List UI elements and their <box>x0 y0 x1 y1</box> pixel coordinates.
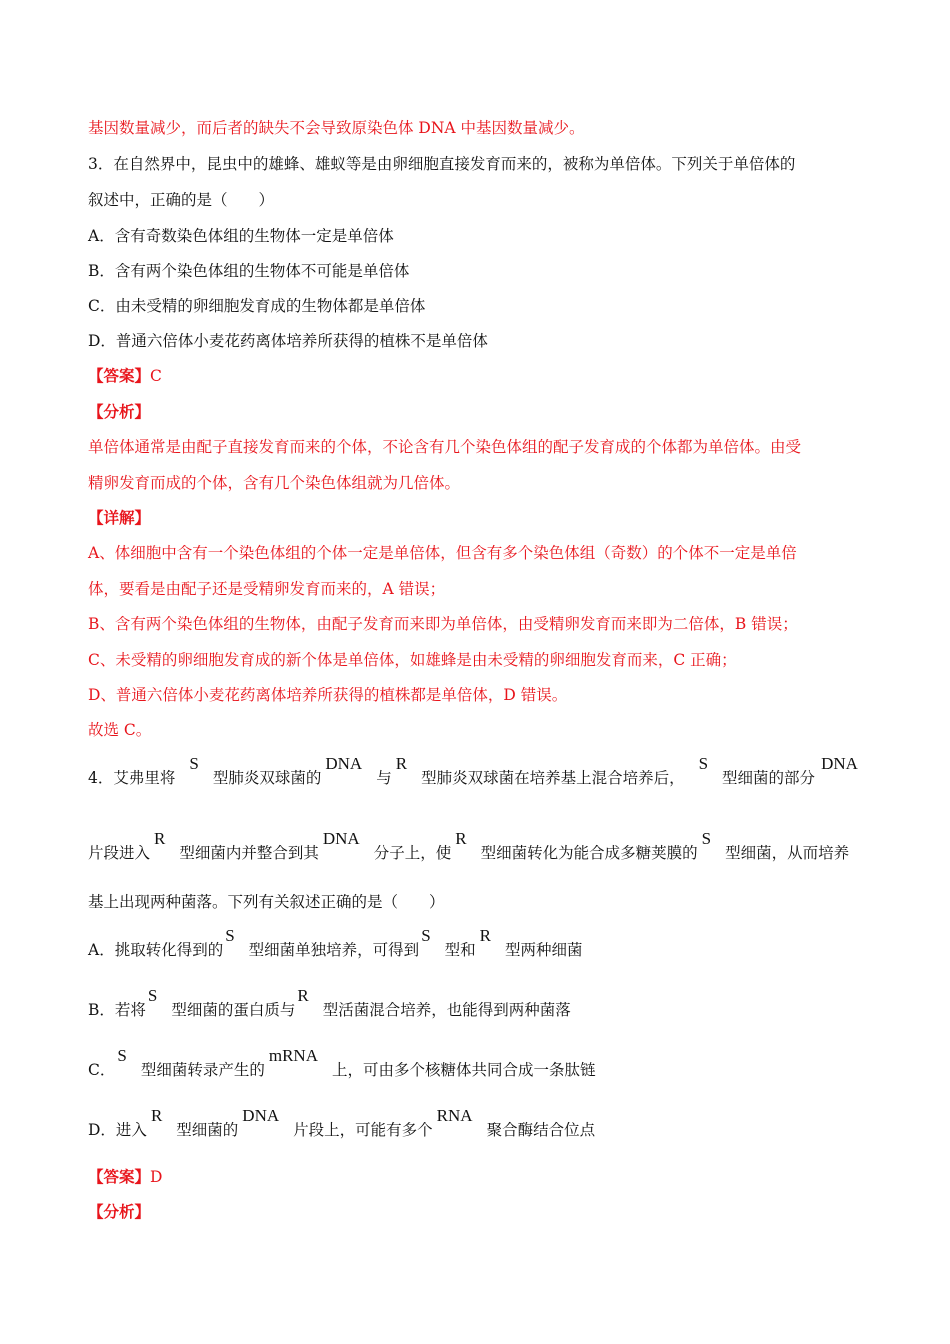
q4-option-d <box>88 1106 596 1140</box>
answer-value: C <box>150 367 162 385</box>
q3-stem-line2: 叙述中，正确的是（ ） <box>88 191 275 209</box>
text-segment: 聚合酶结合位点 <box>486 1121 596 1139</box>
text-segment: 型肺炎双球菌在培养基上混合培养后， <box>421 769 685 787</box>
symbol-r: R <box>150 1106 163 1125</box>
symbol-s: S <box>147 986 158 1005</box>
q4-analysis-label: 【分析】 <box>88 1202 151 1221</box>
q3-detail-d: D、普通六倍体小麦花药离体培养所获得的植株都是单倍体，D 错误。 <box>88 686 568 704</box>
q3-option-c: C．由未受精的卵细胞发育成的生物体都是单倍体 <box>88 297 426 315</box>
text-segment: 型两种细菌 <box>505 941 583 959</box>
text-segment: 型细菌的蛋白质与 <box>171 1001 296 1019</box>
q3-conclusion: 故选 C。 <box>88 721 152 739</box>
text-segment: 片段进入 <box>88 844 151 862</box>
text-segment: D．进入 <box>88 1121 147 1139</box>
text-segment: 片段上，可能有多个 <box>293 1121 433 1139</box>
text-segment: 型细菌内并整合到其 <box>179 844 319 862</box>
q3-analysis-line2: 精卵发育而成的个体，含有几个染色体组就为几倍体。 <box>88 474 461 492</box>
q4-stem-line3: 基上出现两种菌落。下列有关叙述正确的是（ ） <box>88 893 445 911</box>
text-segment: 型肺炎双球菌的 <box>212 769 322 787</box>
q3-detail-a1: A、体细胞中含有一个染色体组的个体一定是单倍体，但含有多个染色体组（奇数）的个体不一定是单倍 <box>88 544 797 562</box>
q4-option-b <box>88 986 571 1020</box>
symbol-s: S <box>225 926 235 945</box>
q3-analysis-label: 【分析】 <box>88 402 151 421</box>
text-segment: 型细菌转化为能合成多糖荚膜的 <box>480 844 698 862</box>
symbol-s: S <box>189 754 199 773</box>
text-segment: 型活菌混合培养，也能得到两种菌落 <box>322 1001 571 1019</box>
answer-label: 【答案】 <box>88 1167 151 1186</box>
symbol-dna: DNA <box>322 829 360 848</box>
symbol-r: R <box>479 926 492 945</box>
text-segment: 型和 <box>444 941 476 959</box>
symbol-r: R <box>395 754 408 773</box>
text-segment: A．挑取转化得到的 <box>88 941 224 959</box>
symbol-s: S <box>421 926 431 945</box>
text-segment: 型细菌的 <box>176 1121 239 1139</box>
carry-over-line: 基因数量减少，而后者的缺失不会导致原染色体 DNA 中基因数量减少。 <box>88 119 585 137</box>
text-segment: 型细菌，从而培养 <box>725 844 850 862</box>
q3-detail-c: C、未受精的卵细胞发育成的新个体是单倍体，如雄蜂是由未受精的卵细胞发育而来，C 正确； <box>88 651 737 669</box>
text-segment: 4．艾弗里将 <box>88 769 176 787</box>
text-segment: 型细菌的部分 <box>722 769 816 787</box>
text-segment: C． <box>88 1061 116 1079</box>
q3-answer <box>88 366 162 386</box>
text-segment: 型细菌单独培养，可得到 <box>248 941 420 959</box>
symbol-s: S <box>701 829 712 848</box>
symbol-dna: DNA <box>242 1106 280 1125</box>
text-segment: 上，可由多个核糖体共同合成一条肽链 <box>331 1061 596 1079</box>
q3-option-a: A．含有奇数染色体组的生物体一定是单倍体 <box>88 227 394 245</box>
symbol-dna: DNA <box>821 754 858 773</box>
symbol-r: R <box>297 986 309 1005</box>
symbol-dna: DNA <box>325 754 363 773</box>
q4-option-c <box>88 1046 596 1080</box>
q3-detail-b: B、含有两个染色体组的生物体，由配子发育而来即为单倍体，由受精卵发育而来即为二倍体，B 错误； <box>88 615 798 633</box>
symbol-r: R <box>455 829 467 848</box>
text-segment: 分子上，使 <box>373 844 452 862</box>
q3-option-d: D．普通六倍体小麦花药离体培养所获得的植株不是单倍体 <box>88 332 488 350</box>
answer-value: D <box>150 1168 163 1186</box>
q4-stem-line1 <box>88 754 858 788</box>
q4-stem-line2 <box>88 829 850 863</box>
q4-answer <box>88 1167 162 1187</box>
q4-option-a <box>88 926 583 960</box>
answer-label: 【答案】 <box>88 366 151 385</box>
symbol-rna: RNA <box>436 1106 473 1125</box>
q3-stem-line1: 3．在自然界中，昆虫中的雄蜂、雄蚁等是由卵细胞直接发育而来的，被称为单倍体。下列关于单倍体的 <box>88 155 796 173</box>
symbol-mrna: mRNA <box>268 1046 318 1065</box>
text-segment: 与 <box>376 769 392 787</box>
q3-detail-a2: 体，要看是由配子还是受精卵发育而来的，A 错误； <box>88 580 446 598</box>
symbol-r: R <box>154 829 166 848</box>
symbol-s: S <box>117 1046 127 1065</box>
q3-option-b: B．含有两个染色体组的生物体不可能是单倍体 <box>88 262 410 280</box>
text-segment: B．若将 <box>88 1001 146 1019</box>
q3-analysis-line1: 单倍体通常是由配子直接发育而来的个体，不论含有几个染色体组的配子发育成的个体都为单倍体。由受 <box>88 438 802 456</box>
text-segment: 型细菌转录产生的 <box>140 1061 265 1079</box>
q3-detail-label: 【详解】 <box>88 508 151 527</box>
symbol-s: S <box>698 754 709 773</box>
